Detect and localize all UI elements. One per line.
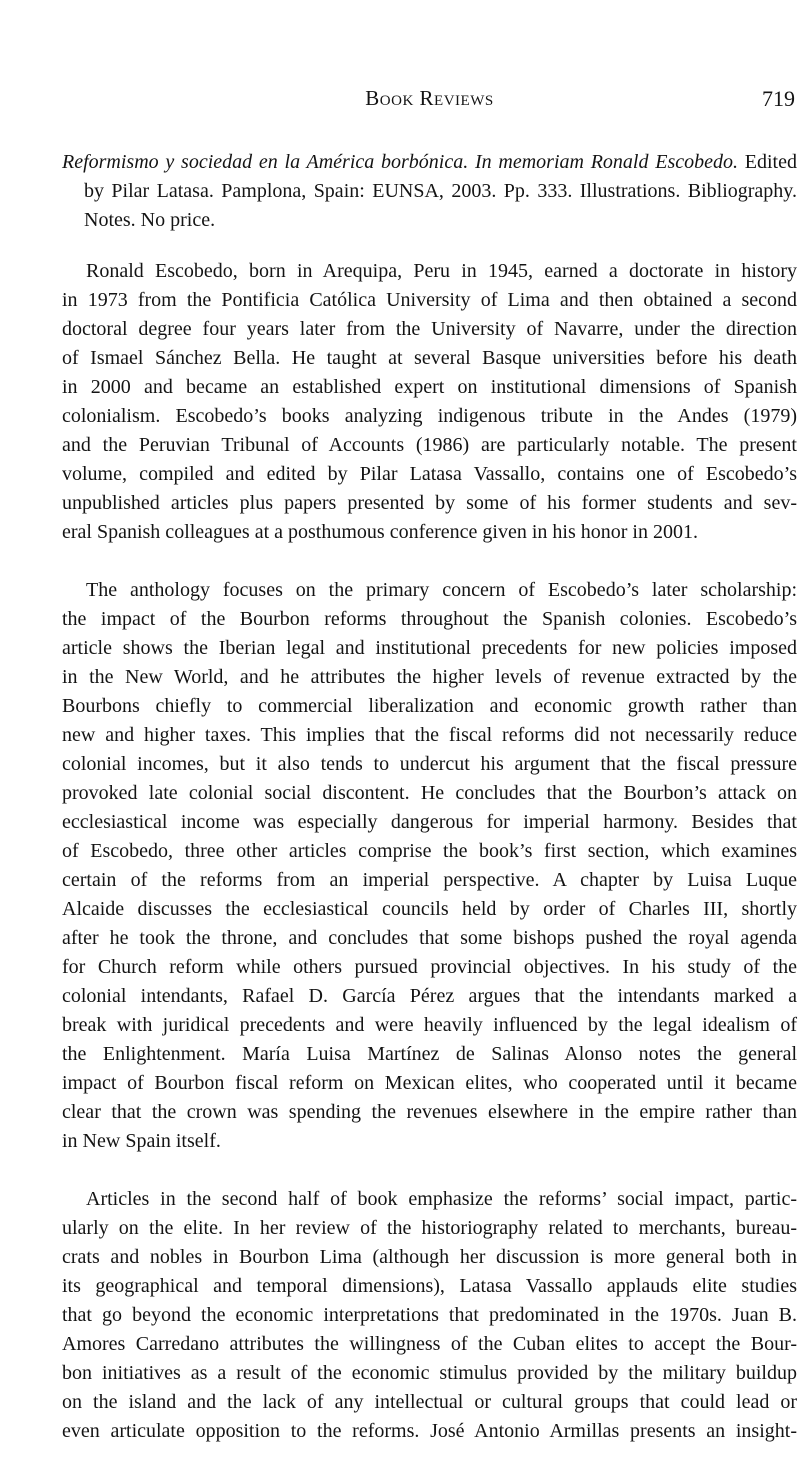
text-line: in New Spain itself. [62,1130,221,1152]
text-line: the Enlightenment. María Luisa Martínez de Salinas Alonso notes the general [62,1043,797,1065]
text-line: clear that the crown was spending the revenues elsewhere in the empire rather than [62,1101,797,1123]
text-line: certain of the reforms from an imperial perspective. A chapter by Luisa Luque [62,869,797,891]
text-line: in the New World, and he attributes the higher levels of revenue extracted by the [62,666,797,688]
review-body [62,257,797,1475]
text-line: Bourbons chiefly to commercial liberalization and economic growth rather than [62,695,797,717]
text-line: impact of Bourbon fiscal reform on Mexican elites, who cooperated until it became [62,1072,797,1094]
text-line: of Escobedo, three other articles comprise the book’s first section, which examines [62,840,797,862]
review-paragraph [62,257,797,547]
text-line: eral Spanish colleagues at a posthumous conference given in his honor in 2001. [62,521,698,543]
text-line: volume, compiled and edited by Pilar Latasa Vassallo, contains one of Escobedo’s [62,463,797,485]
text-line: the impact of the Bourbon reforms throughout the Spanish colonies. Escobedo’s [62,608,797,630]
text-line: provoked late colonial social discontent. He concludes that the Bourbon’s attack on [62,782,797,804]
text-line: Alcaide discusses the ecclesiastical councils held by order of Charles III, shortly [62,898,797,920]
text-line: new and higher taxes. This implies that the fiscal reforms did not necessarily reduce [62,724,797,746]
text-line: unpublished articles plus papers presented by some of his former students and sev- [62,492,797,514]
text-line: of Ismael Sánchez Bella. He taught at several Basque universities before his death [62,347,797,369]
text-line: colonial intendants, Rafael D. García Pérez argues that the intendants marked a [62,985,797,1007]
text-line: doctoral degree four years later from the University of Navarre, under the direction [62,318,797,340]
text-line: that go beyond the economic interpretations that predominated in the 1970s. Juan B. [62,1304,797,1326]
text-line: on the island and the lack of any intellectual or cultural groups that could lead or [62,1391,797,1413]
text-line: Articles in the second half of book emphasize the reforms’ social impact, partic- [86,1188,797,1210]
running-head-title: Book Reviews [365,86,494,110]
text-line: for Church reform while others pursued provincial objectives. In his study of the [62,956,797,978]
text-line: and the Peruvian Tribunal of Accounts (1986) are particularly notable. The present [62,434,797,456]
book-citation [62,148,797,235]
text-line: article shows the Iberian legal and institutional precedents for new policies imposed [62,637,797,659]
book-publication-details: Edited by Pilar Latasa. Pamplona, Spain: EUNSA, 2003. Pp. 333. Illustrations. Bibliography. Notes. No price. [84,151,797,231]
text-line: in 2000 and became an established expert on institutional dimensions of Spanish [62,376,797,398]
review-paragraph [62,1185,797,1446]
text-line: colonialism. Escobedo’s books analyzing indigenous tribute in the Andes (1979) [62,405,797,427]
text-line: colonial incomes, but it also tends to undercut his argument that the fiscal pressure [62,753,797,775]
book-title: Reformismo y sociedad en la América borbónica. In memoriam Ronald Escobedo. [62,151,739,173]
text-line: after he took the throne, and concludes that some bishops pushed the royal agenda [62,927,797,949]
text-line: ecclesiastical income was especially dangerous for imperial harmony. Besides that [62,811,797,833]
text-line: break with juridical precedents and were heavily influenced by the legal idealism of [62,1014,797,1036]
text-line: its geographical and temporal dimensions), Latasa Vassallo applauds elite studies [62,1275,797,1297]
text-line: Amores Carredano attributes the willingness of the Cuban elites to accept the Bour- [62,1333,797,1355]
running-header [62,86,797,116]
text-line: The anthology focuses on the primary concern of Escobedo’s later scholarship: [86,579,797,601]
page-number: 719 [762,86,795,111]
text-line: in 1973 from the Pontificia Católica University of Lima and then obtained a second [62,289,797,311]
text-line: crats and nobles in Bourbon Lima (although her discussion is more general both in [62,1246,797,1268]
text-line: bon initiatives as a result of the economic stimulus provided by the military buildup [62,1362,797,1384]
text-line: Ronald Escobedo, born in Arequipa, Peru in 1945, earned a doctorate in history [86,260,797,282]
review-paragraph [62,576,797,1156]
text-line: even articulate opposition to the reforms. José Antonio Armillas presents an insight- [62,1420,797,1442]
text-line: ularly on the elite. In her review of the historiography related to merchants, bureau- [62,1217,797,1239]
